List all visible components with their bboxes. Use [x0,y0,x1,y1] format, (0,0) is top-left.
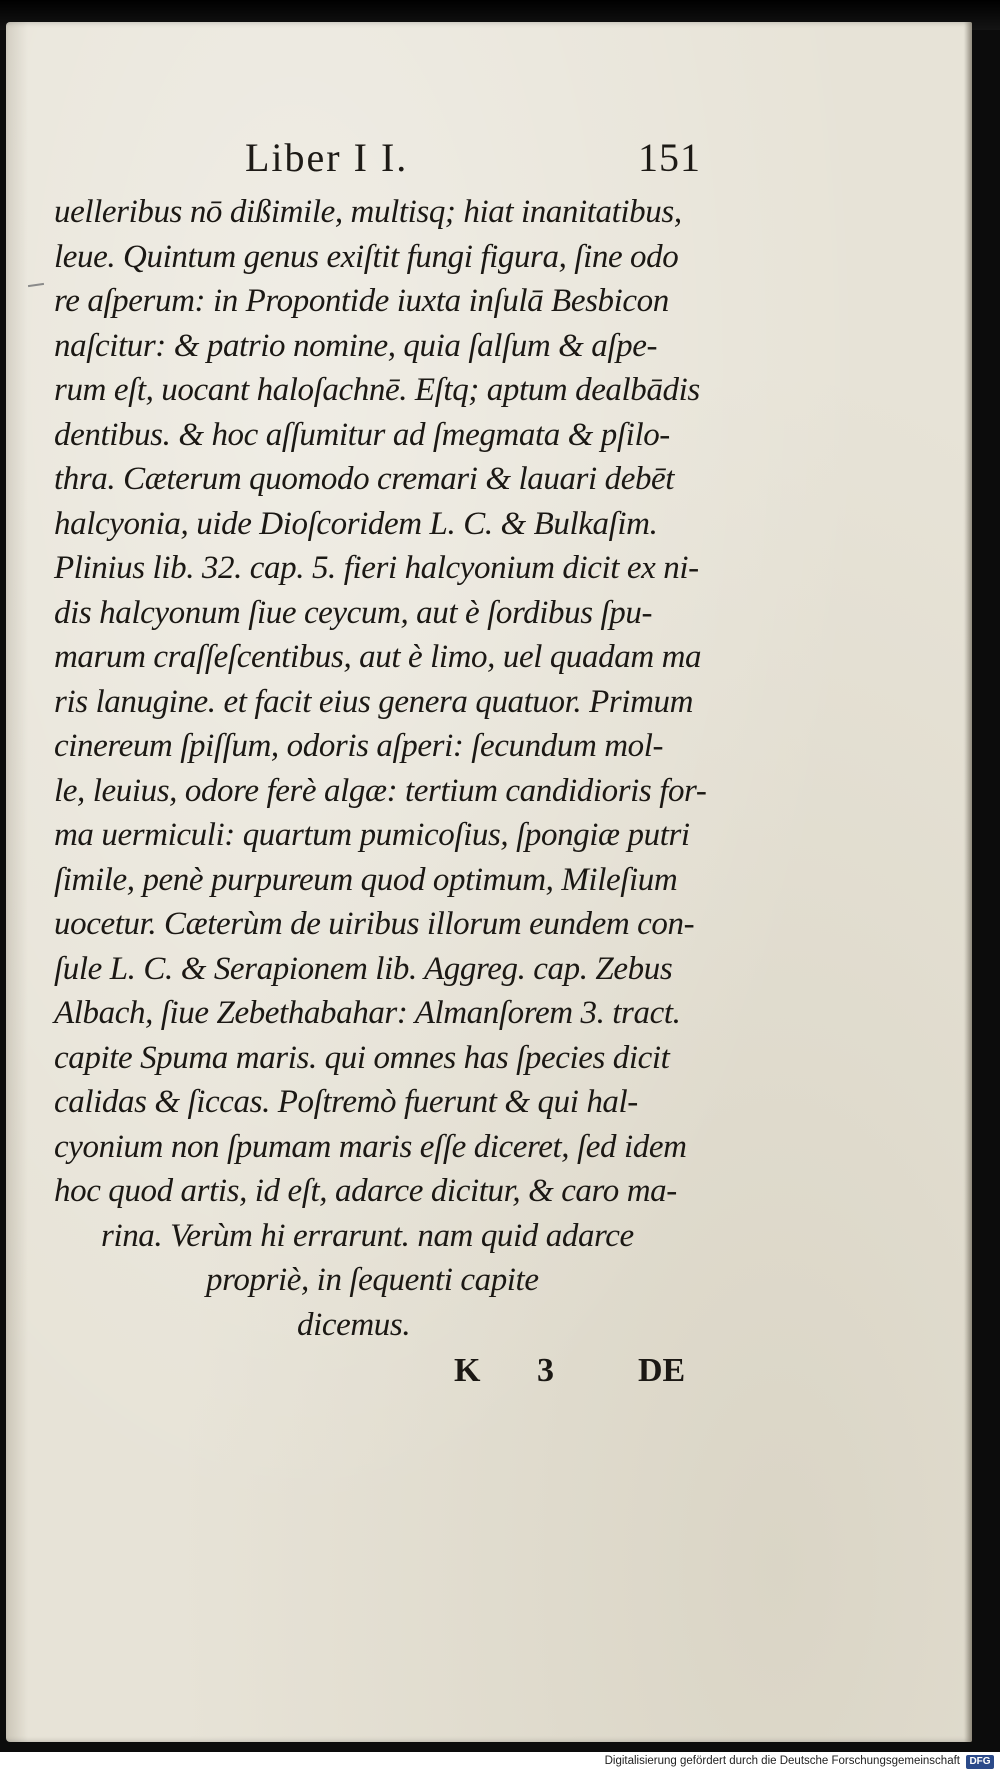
text-line: thra. Cæterum quomodo cremari & lauari debēt [54,461,675,497]
text-line: hoc quod artis, id eſt, adarce dicitur, & caro ma- [54,1173,677,1209]
text-line: propriè, in ſequenti capite [206,1262,539,1298]
text-line: marum craſſeſcentibus, aut è limo, uel quadam ma [54,639,702,675]
page-header [6,134,972,194]
text-line: cyonium non ſpumam maris eſſe diceret, ſed idem [54,1128,687,1165]
text-line: re aſperum: in Propontide iuxta inſulā Besbicon [54,283,669,319]
text-line: rum eſt, uocant haloſachnē. Eſtq; aptum dealbādis [54,372,700,408]
text-line: ſimile, penè purpureum quod optimum, Mileſium [54,861,678,898]
text-line: ſule L. C. & Serapionem lib. Aggreg. cap. Zebus [54,950,673,987]
text-line: cinereum ſpiſſum, odoris aſperi: ſecundum mol- [54,728,664,764]
dfg-logo-icon: DFG [966,1755,994,1769]
text-line: dentibus. & hoc aſſumitur ad ſmegmata & pſilo- [54,416,670,453]
page-edge-shadow [964,22,972,1742]
digitization-footer [0,1752,1000,1773]
text-line: le, leuius, odore ferè algæ: tertium candidioris for- [54,772,707,809]
text-line: uelleribus nō dißimile, multisq; hiat inanitatibus, [54,194,682,230]
signature-mark: K 3 [454,1352,578,1389]
book-page [6,22,972,1742]
text-line: ris lanugine. et facit eius genera quatuor. Primum [54,683,694,720]
text-line: ma uermiculi: quartum pumicoſius, ſpongiæ putri [54,817,690,853]
text-line: calidas & ſiccas. Poſtremò fuerunt & qui hal- [54,1084,638,1120]
text-line: leue. Quintum genus exiſtit fungi figura, ſine odo [54,238,679,275]
text-line: dis halcyonum ſiue ceycum, aut è ſordibus ſpu- [54,594,653,631]
folio-number: 151 [638,135,701,180]
catchword: DE [638,1352,686,1389]
running-head: Liber I I. [245,135,409,180]
text-line: Albach, ſiue Zebethabahar: Almanſorem 3. tract. [54,995,681,1031]
text-line: dicemus. [297,1306,411,1343]
page-footer [6,1352,972,1402]
text-line: capite Spuma maris. qui omnes has ſpecies dicit [54,1039,670,1076]
body-text [54,190,707,1347]
text-line: uocetur. Cæterùm de uiribus illorum eundem con- [54,906,695,942]
funding-credit: Digitalisierung gefördert durch die Deutsche Forschungsgemeinschaft [604,1755,960,1767]
text-line: rina. Verùm hi errarunt. nam quid adarce [101,1217,634,1254]
margin-pencil-mark [28,283,44,287]
text-line: Plinius lib. 32. cap. 5. fieri halcyonium dicit ex ni- [54,550,699,586]
text-line: naſcitur: & patrio nomine, quia ſalſum & aſpe- [54,327,658,364]
text-line: halcyonia, uide Dioſcoridem L. C. & Bulkaſim. [54,505,658,542]
